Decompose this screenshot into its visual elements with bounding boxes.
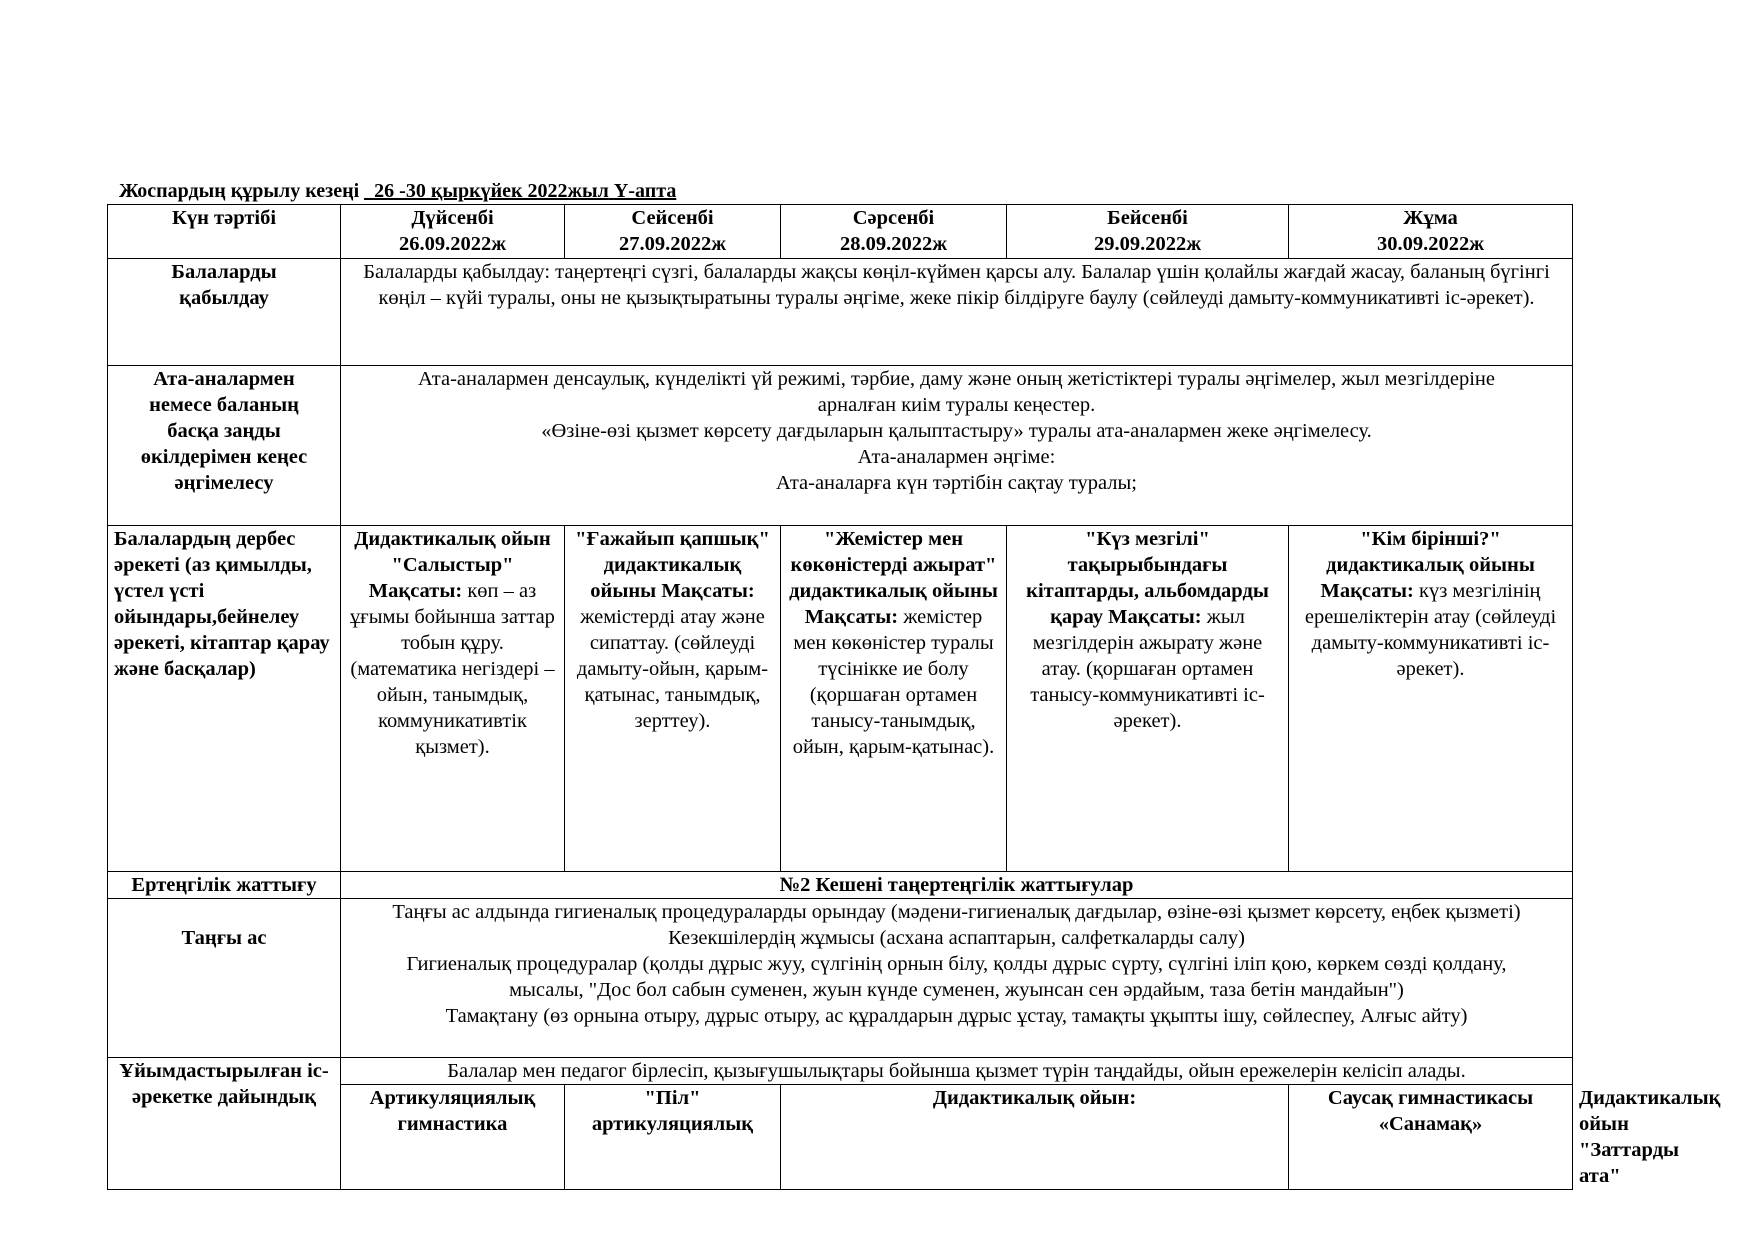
header-schedule: Күн тәртібі [108, 205, 341, 259]
day-date: 28.09.2022ж [839, 233, 948, 255]
parents-line: Ата-аналарға күн тәртібін сақтау туралы; [776, 472, 1137, 494]
row-organized [108, 1058, 1573, 1085]
activity-goal: жемістер мен көкөністер туралы түсінікке ие болу (қоршаған ортамен танысу-танымдық, ойын, қарым-қатынас). [792, 606, 995, 758]
day-name: Жұма [1403, 207, 1458, 229]
activity-title: "Ғажайып қапшық" дидактикалық ойыны [575, 528, 770, 602]
label-text: Балаларды қабылдау [171, 261, 277, 309]
activity-goal: көп – аз ұғымы бойынша заттар тобын құру. (математика негіздері – ойын, танымдық, коммуникативтік қызмет). [350, 580, 555, 758]
weekly-plan-table [107, 204, 1721, 1190]
activity-title: "Күз мезгілі" тақырыбындағы кітаптарды, альбомдарды қарау [1026, 528, 1269, 628]
header-day-wed [781, 205, 1007, 259]
label-text: Ата-аналармен немесе баланың басқа заңды өкілдерімен кеңес әңгімелесу [140, 368, 308, 494]
day-name: Дүйсенбі [411, 207, 494, 229]
activity-goal: күз мезгілінің ерешеліктерін атау (сөйлеуді дамыту-коммуникативті іс-әрекет). [1304, 580, 1557, 680]
parents-line: «Өзіне-өзі қызмет көрсету дағдыларын қалыптастыру» туралы ата-аналармен жеке әңгімелесу. [541, 420, 1372, 442]
activity-goal: жемістерді атау және сипаттау. (сөйлеуді дамыту-ойын, қарым-қатынас, танымдық, зерттеу). [576, 606, 769, 732]
activity-title: Дидактикалық ойын "Салыстыр" [354, 528, 551, 576]
header-day-thu [1007, 205, 1289, 259]
header-row [108, 205, 1573, 259]
header-day-tue [565, 205, 781, 259]
parents-line: Ата-аналармен денсаулық, күнделікті үй режимі, тәрбие, даму және оның жетістіктері туралы әңгімелер, жыл мезгілдеріне арналған киім туралы кеңестер. [418, 368, 1495, 416]
day-date: 26.09.2022ж [398, 233, 507, 255]
row-reception [108, 259, 1573, 366]
independent-day-mon [341, 526, 565, 872]
independent-day-fri [1289, 526, 1573, 872]
header-day-fri [1289, 205, 1573, 259]
organized-text: Балалар мен педагог бірлесіп, қызығушылықтары бойынша қызмет түрін таңдайды, ойын ережелерін келісіп алады. [341, 1058, 1573, 1085]
day-date: 30.09.2022ж [1376, 233, 1485, 255]
goal-label: Мақсаты: [661, 580, 755, 602]
parents-line: Ата-аналармен әңгіме: [857, 446, 1056, 468]
organized-day-thu: Саусақ гимнастикасы «Санамақ» [1289, 1085, 1573, 1190]
goal-label: Мақсаты: [1320, 580, 1414, 602]
row-label-organized: Ұйымдастырылған іс-әрекетке дайындық [108, 1058, 341, 1190]
breakfast-line: Таңғы ас алдында гигиеналық процедураларды орындау (мәдени-гигиеналық дағдылар, өзіне-өзі қызмет көрсету, еңбек қызметі) [392, 901, 1521, 923]
label-text: Балалардың дербес әрекеті (аз қимылды, үстел үсті ойындары,бейнелеу әрекеті, кітаптар қарау және басқалар) [114, 528, 330, 680]
row-parents [108, 366, 1573, 526]
breakfast-content [341, 899, 1573, 1058]
heading-week: Ү-апта [613, 180, 677, 202]
heading-dates: _26 -30 қыркүйек 2022жыл [364, 180, 609, 202]
organized-day-tue: "Піл" артикуляциялық [565, 1085, 781, 1190]
header-day-mon [341, 205, 565, 259]
reception-text: Балаларды қабылдау: таңертеңгі сүзгі, балаларды жақсы көңіл-күймен қарсы алу. Балалар үшін қолайлы жағдай жасау, баланың бүгінгі көңіл – күйі туралы, оны не қызықтыратыны туралы әңгіме, жеке пікір білдіруге баулу (сөйлеуді дамыту-коммуникативті іс-әрекет). [341, 259, 1573, 366]
row-independent [108, 526, 1573, 872]
breakfast-line: Тамақтану (өз орнына отыру, дұрыс отыру, ас құралдарын дұрыс ұстау, тамақты ұқыпты ішу, сөйлеспеу, Алғыс айту) [445, 1005, 1468, 1027]
breakfast-line: Кезекшілердің жұмысы (асхана аспаптарын, салфеткаларды салу) [668, 927, 1245, 949]
day-name: Сәрсенбі [852, 207, 935, 229]
row-label-parents [108, 366, 341, 526]
breakfast-line: Гигиеналық процедуралар (қолды дұрыс жуу, сүлгінің орнын білу, қолды дұрыс сүрту, сүлгіні іліп қою, көркем сөзді қолдану, мысалы, "Дос бол сабын суменен, жуын күнде суменен, жуынсан сен әрдайым, таза бетін мандайын") [406, 953, 1507, 1001]
activity-goal: жыл мезгілдерін ажырату және атау. (қоршаған ортамен танысу-коммуникативті іс-әрекет). [1030, 606, 1265, 732]
row-label-reception [108, 259, 341, 366]
plan-period-heading [119, 180, 676, 203]
organized-day-wed: Дидактикалық ойын: [781, 1085, 1289, 1190]
goal-label: Мақсаты: [368, 580, 463, 602]
organized-day-mon: Артикуляциялық гимнастика [341, 1085, 565, 1190]
day-name: Сейсенбі [631, 207, 714, 229]
activity-title: "Кім бірінші?" дидактикалық ойыны [1326, 528, 1535, 576]
row-organized-days: Артикуляциялық гимнастика "Піл" артикуляциялық Дидактикалық ойын: Саусақ гимнастикасы «Санамақ» Дидактикалық ойын "Заттарды ата" [108, 1085, 1573, 1190]
independent-day-tue [565, 526, 781, 872]
goal-label: Мақсаты: [1108, 606, 1202, 628]
parents-content [341, 366, 1573, 526]
independent-day-wed [781, 526, 1007, 872]
day-date: 27.09.2022ж [618, 233, 727, 255]
day-date: 29.09.2022ж [1093, 233, 1202, 255]
goal-label: Мақсаты: [804, 606, 899, 628]
row-breakfast [108, 899, 1573, 1058]
heading-prefix: Жоспардың құрылу кезеңі [119, 180, 365, 202]
exercise-text: №2 Кешені таңертеңгілік жаттығулар [341, 872, 1573, 899]
day-name: Бейсенбі [1107, 207, 1188, 229]
row-label-exercise: Ертеңгілік жаттығу [108, 872, 341, 899]
activity-title: "Жемістер мен көкөністерді ажырат" дидактикалық ойыны [789, 528, 998, 602]
row-label-independent [108, 526, 341, 872]
row-label-breakfast: Таңғы ас [108, 899, 341, 1058]
independent-day-thu [1007, 526, 1289, 872]
row-exercise [108, 872, 1573, 899]
